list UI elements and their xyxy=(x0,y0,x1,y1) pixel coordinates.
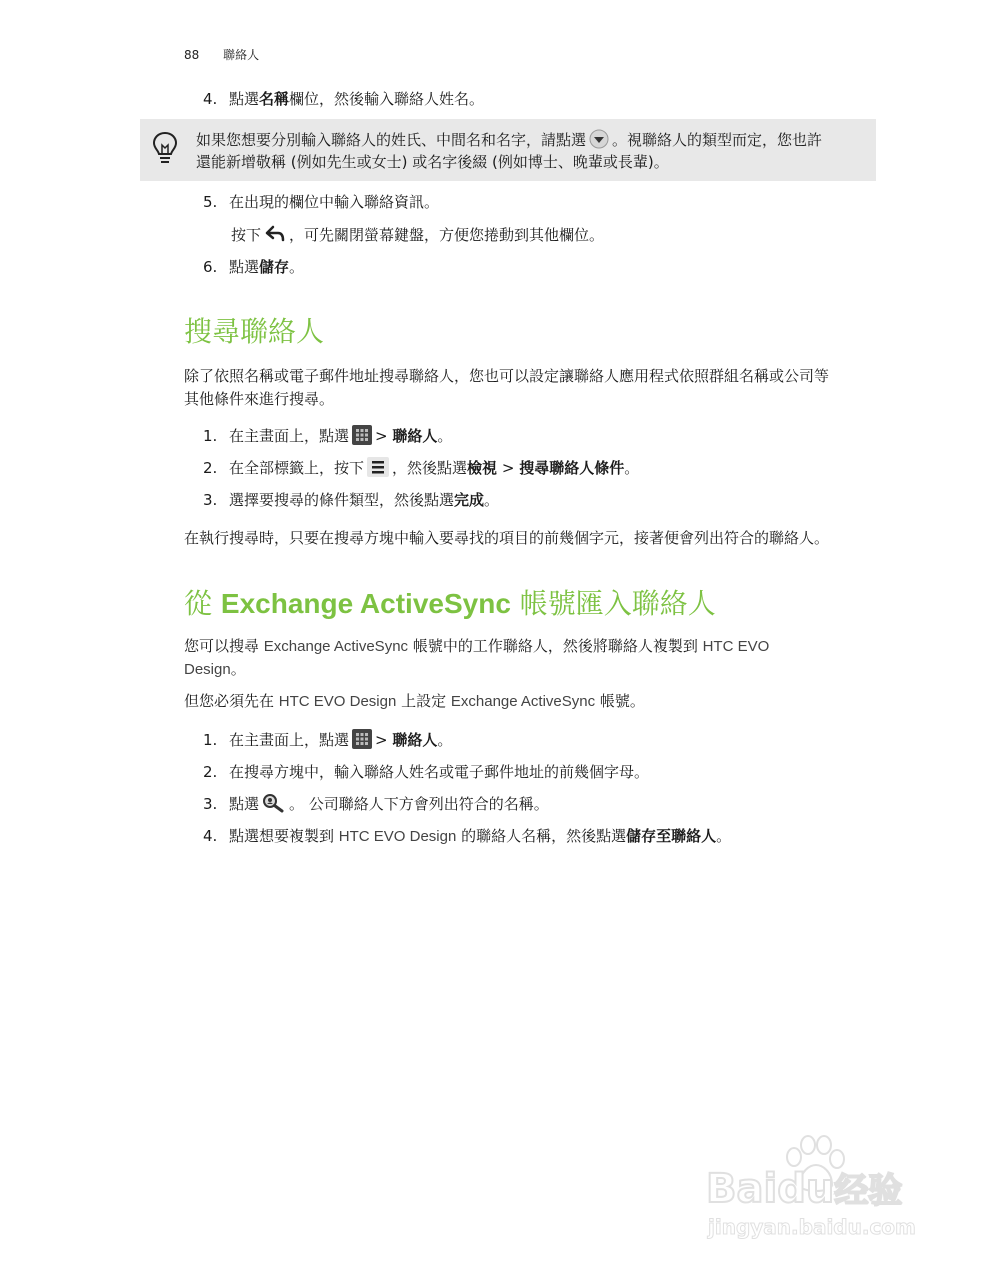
section1-intro xyxy=(184,365,884,411)
watermark-brand xyxy=(706,1163,902,1212)
step-text: 在全部標籤上，按下 xyxy=(229,459,365,477)
tip-line1: 如果您想要分別輸入聯絡人的姓氏、中間名和名字，請點選 xyxy=(196,131,587,149)
step-bold: 檢視 xyxy=(467,459,498,477)
watermark-url: jingyan.baidu.com xyxy=(708,1215,916,1239)
step-bold: 名稱 xyxy=(259,90,290,108)
para-text: 帳號。 xyxy=(595,692,645,710)
heading-part: 帳號匯入聯絡人 xyxy=(510,587,716,620)
step-text: 的聯絡人名稱，然後點選 xyxy=(456,827,627,845)
section-name: 聯絡人 xyxy=(223,48,260,62)
step-text: 。 xyxy=(437,427,453,445)
step-6 xyxy=(203,256,304,278)
para-text: 您可以搜尋 xyxy=(184,637,264,655)
para-text: 。 xyxy=(230,660,246,678)
intro-line: 除了依照名稱或電子郵件地址搜尋聯絡人，您也可以設定讓聯絡人應用程式依照群組名稱或公司等 xyxy=(184,367,830,385)
step-text: 。 xyxy=(484,491,500,509)
step-text: 。 公司聯絡人下方會列出符合的名稱。 xyxy=(289,795,549,813)
lightbulb-icon xyxy=(152,131,178,165)
step-number: 1. xyxy=(203,427,218,445)
para-text: 帳號中的工作聯絡人，然後將聯絡人複製到 xyxy=(408,637,703,655)
baidu-watermark xyxy=(700,1135,940,1245)
watermark-suffix: 经验 xyxy=(834,1171,903,1211)
step-latin: HTC EVO Design xyxy=(338,828,457,845)
para-latin: Design xyxy=(184,661,231,678)
step-text: 在出現的欄位中輸入聯絡資訊。 xyxy=(229,193,440,211)
running-header xyxy=(184,46,259,63)
step-number: 2. xyxy=(203,459,218,477)
para-text: 但您必須先在 xyxy=(184,692,279,710)
step-5 xyxy=(203,191,439,213)
all-apps-icon xyxy=(352,729,372,749)
section-heading-exchange xyxy=(184,582,716,622)
step-number: 2. xyxy=(203,763,218,781)
section2-para1 xyxy=(184,635,864,681)
step-bold: 聯絡人 xyxy=(392,427,438,445)
step-text: 選擇要搜尋的條件類型，然後點選 xyxy=(229,491,455,509)
step-number: 4. xyxy=(203,90,218,108)
search-step-2 xyxy=(203,457,639,479)
step-text: ，然後點選 xyxy=(392,459,468,477)
dropdown-arrow-icon xyxy=(589,129,609,149)
step-text: 在主畫面上，點選 xyxy=(229,731,350,749)
para-latin: HTC EVO xyxy=(702,638,770,655)
search-people-icon xyxy=(262,793,286,813)
menu-icon xyxy=(367,457,389,477)
exchange-step-2 xyxy=(203,761,649,783)
para-latin: Exchange ActiveSync xyxy=(263,638,409,655)
step-text: 。 xyxy=(289,258,305,276)
search-step-1 xyxy=(203,425,452,447)
all-apps-icon xyxy=(352,425,372,445)
step-text: 。 xyxy=(437,731,453,749)
step-number: 1. xyxy=(203,731,218,749)
step-bold: 搜尋聯絡人條件 xyxy=(519,459,625,477)
step-number: 4. xyxy=(203,827,218,845)
step-4 xyxy=(203,88,484,110)
watermark-brand-part: Bai xyxy=(706,1166,778,1212)
heading-part-en: Exchange ActiveSync xyxy=(220,588,511,619)
step-number: 3. xyxy=(203,491,218,509)
para-latin: Exchange ActiveSync xyxy=(450,693,596,710)
watermark-brand-part: du xyxy=(777,1166,835,1212)
para-text: 上設定 xyxy=(396,692,451,710)
section2-para2 xyxy=(184,690,645,713)
step-bold: 儲存至聯絡人 xyxy=(626,827,717,845)
exchange-step-3 xyxy=(203,793,549,815)
page-number: 88 xyxy=(184,48,200,62)
exchange-step-4 xyxy=(203,825,731,848)
step-text: 在主畫面上，點選 xyxy=(229,427,350,445)
step-number: 3. xyxy=(203,795,218,813)
step-5-note xyxy=(231,224,604,246)
step-separator: > xyxy=(375,731,388,749)
section-heading-search: 搜尋聯絡人 xyxy=(184,315,325,348)
step-text: 。 xyxy=(716,827,732,845)
back-icon xyxy=(264,224,286,244)
para-latin: HTC EVO Design xyxy=(278,693,397,710)
intro-line: 其他條件來進行搜尋。 xyxy=(184,390,335,408)
step-number: 6. xyxy=(203,258,218,276)
heading-part: 從 xyxy=(184,587,221,620)
tip-line2: 還能新增敬稱 (例如先生或女士) 或名字後綴 (例如博士、晚輩或長輩)。 xyxy=(196,153,669,171)
step-text: 點選想要複製到 xyxy=(229,827,339,845)
step-separator: > xyxy=(501,459,515,477)
step-text: 在搜尋方塊中，輸入聯絡人姓名或電子郵件地址的前幾個字母。 xyxy=(229,763,650,781)
step-text: ，可先關閉螢幕鍵盤，方便您捲動到其他欄位。 xyxy=(289,226,605,244)
tip-text xyxy=(196,129,872,173)
step-separator: > xyxy=(375,427,388,445)
step-text: 。 xyxy=(624,459,640,477)
step-text: 點選 xyxy=(229,90,260,108)
step-text: 欄位，然後輸入聯絡人姓名。 xyxy=(289,90,485,108)
step-number: 5. xyxy=(203,193,218,211)
step-bold: 聯絡人 xyxy=(392,731,438,749)
step-text: 點選 xyxy=(229,258,260,276)
tip-line1-end: 。視聯絡人的類型而定，您也許 xyxy=(612,131,823,149)
tip-box xyxy=(140,119,876,181)
step-bold: 完成 xyxy=(454,491,485,509)
step-text: 點選 xyxy=(229,795,260,813)
step-bold: 儲存 xyxy=(259,258,290,276)
section1-outro: 在執行搜尋時，只要在搜尋方塊中輸入要尋找的項目的前幾個字元，接著便會列出符合的聯絡人。 xyxy=(184,529,830,547)
step-text: 按下 xyxy=(231,226,262,244)
search-step-3 xyxy=(203,489,499,511)
exchange-step-1 xyxy=(203,729,452,751)
